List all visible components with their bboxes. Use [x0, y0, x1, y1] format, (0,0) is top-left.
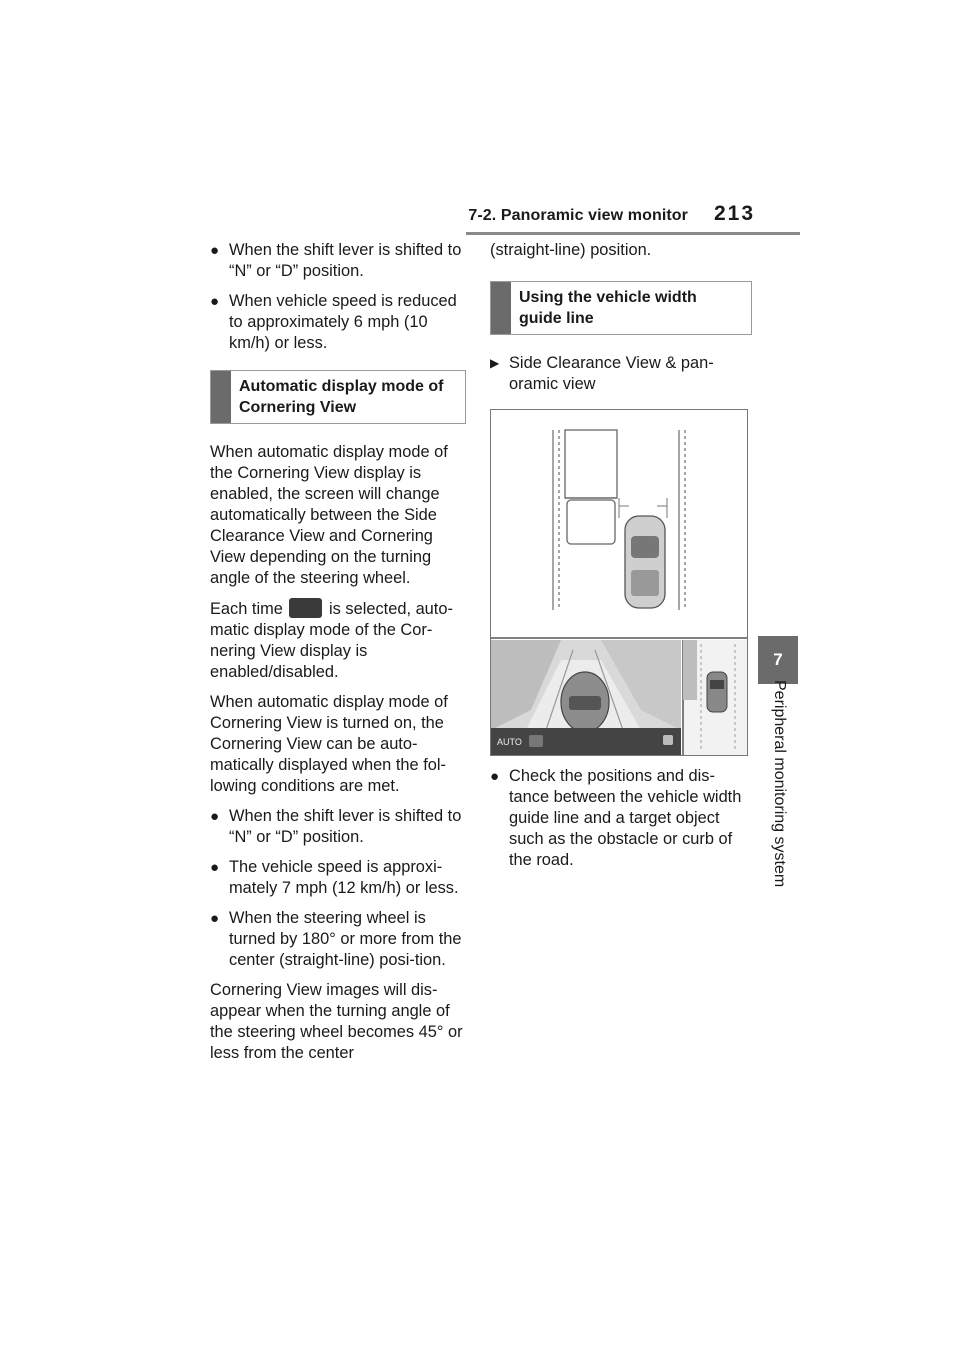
cornering-view-button-icon: [289, 598, 322, 618]
heading-accent-bar: [491, 282, 511, 334]
bullet-dot-icon: ●: [490, 768, 500, 785]
monitor-screen-drawing: [491, 410, 747, 755]
section-heading-box: [490, 281, 752, 335]
list-item: ● When the steering wheel is turned by 180° or more from the center (straight-line) posi-tion.: [210, 909, 462, 969]
paragraph: When automatic display mode of Cornering View is turned on, the Cornering View can be auto-matically displayed when the fol-lowing conditions are met.: [210, 693, 448, 795]
paragraph: (straight-line) position.: [490, 241, 652, 259]
section-heading: Automatic display mode of Cornering View: [239, 378, 444, 416]
triangle-pointer-icon: ▶: [490, 356, 500, 370]
list-item: ● When the shift lever is shifted to “N” or “D” position.: [210, 807, 462, 846]
list-item: ● When the shift lever is shifted to “N” or “D” position.: [210, 241, 462, 280]
bullet-dot-icon: ●: [210, 808, 220, 825]
bullet-dot-icon: ●: [210, 859, 220, 876]
bullet-dot-icon: ●: [210, 910, 220, 927]
heading-accent-bar: [211, 371, 231, 423]
camera-switch-icon: [529, 735, 543, 747]
sub-item: ▶ Side Clearance View & pan-oramic view: [490, 354, 714, 393]
left-column: [210, 240, 466, 1073]
auto-label: AUTO: [497, 737, 522, 747]
car-view-icon: [663, 735, 673, 745]
header-divider: [466, 232, 800, 235]
chapter-label: Peripheral monitoring system: [771, 680, 788, 888]
paragraph: Cornering View images will dis-appear when the turning angle of the steering wheel becomes 45° or less from the center: [210, 981, 463, 1062]
section-heading: Using the vehicle width guide line: [519, 289, 697, 327]
bullet-dot-icon: ●: [210, 293, 220, 310]
page-number: 213: [714, 202, 756, 225]
list-item: ● Check the positions and dis-tance between the vehicle width guide line and a target object such as the obstacle or curb of the road.: [490, 767, 742, 869]
paragraph: When automatic display mode of the Cornering View display is enabled, the screen will change automatically between the Side Clearance View and Cornering View depending on the turning angle of the steering wheel.: [210, 443, 448, 587]
monitor-illustration: [490, 409, 748, 756]
section-title: 7-2. Panoramic view monitor: [468, 207, 688, 224]
list-item: ● The vehicle speed is approxi-mately 7 mph (12 km/h) or less.: [210, 858, 459, 897]
bullet-dot-icon: ●: [210, 242, 220, 259]
section-heading-box: [210, 370, 466, 424]
list-item: ● When vehicle speed is reduced to approximately 6 mph (10 km/h) or less.: [210, 292, 457, 352]
right-column: [490, 240, 752, 880]
paragraph: Each time is selected, auto-matic display mode of the Cor-nering View display is enabled/disabled.: [210, 600, 453, 681]
chapter-tab[interactable]: 7: [758, 636, 798, 684]
